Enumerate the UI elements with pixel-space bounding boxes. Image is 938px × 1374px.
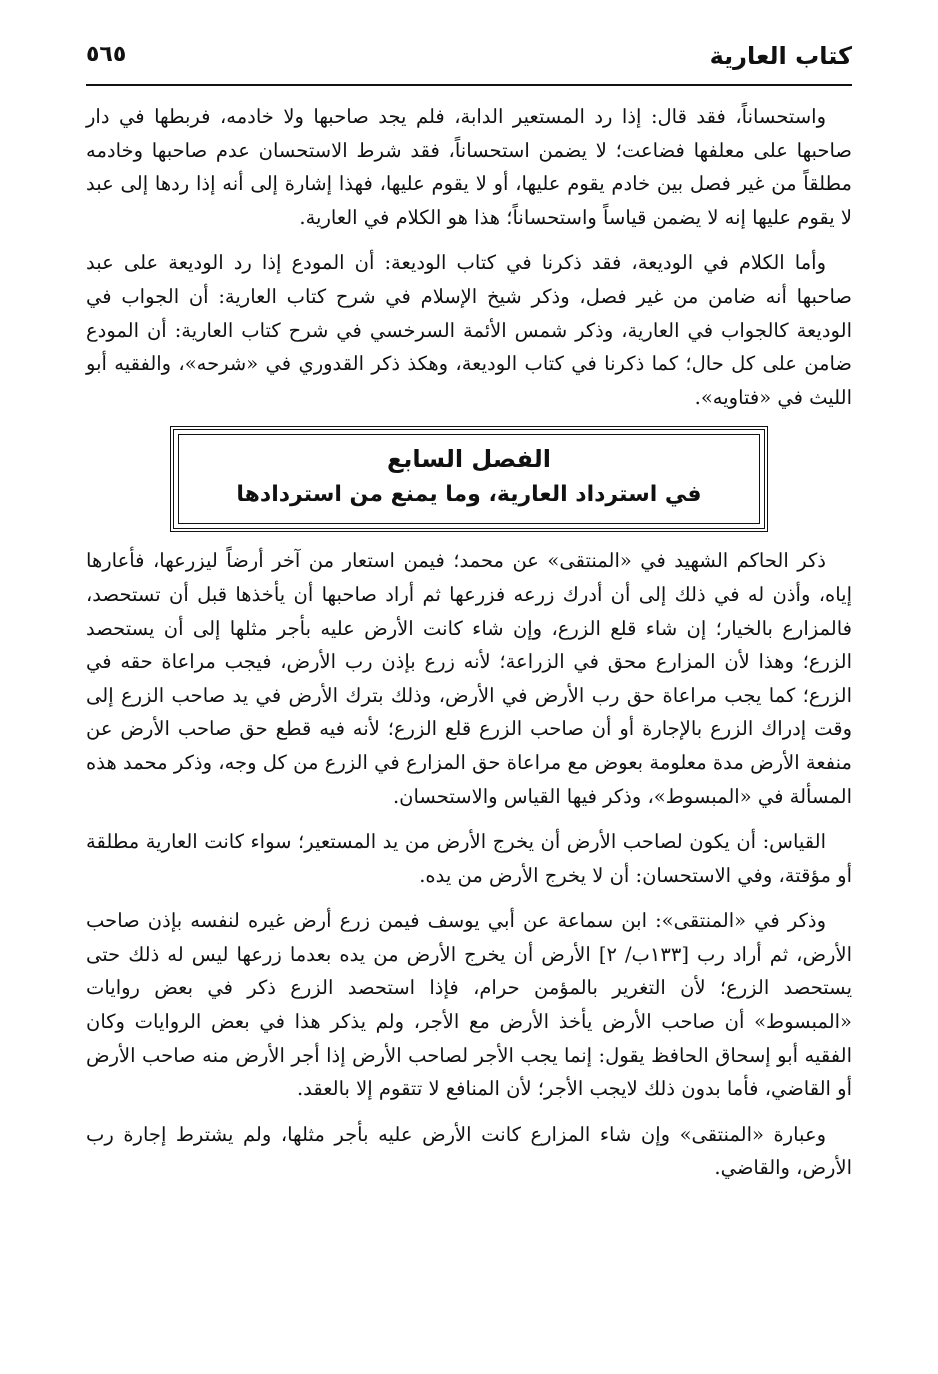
chapter-subtitle: في استرداد العارية، وما يمنع من استردادها: [236, 482, 702, 508]
header-rule: [86, 84, 852, 86]
chapter-title: الفصل السابع: [386, 445, 551, 474]
chapter-heading-box: [170, 426, 768, 532]
page-number: ٥٦٥: [86, 42, 127, 67]
page-header: [86, 38, 852, 86]
paragraph: وذكر في «المنتقى»: ابن سماعة عن أبي يوسف فيمن زرع أرض غيره لنفسه بإذن صاحب الأرض، ثم أراد رب [١٣٣ب/ ٢] الأرض أن يخرج الأرض من يده بعدما زرعها ليس له ذلك حتى يستحصد الزرع؛ لأن التغرير بالمؤمن حرام، فإذا استحصد الزرع ذكر في بعض روايات «المبسوط» أن صاحب الأرض يأخذ الأرض مع الأجر، ولم يذكر هذا في بعض الروايات وكان الفقيه أبو إسحاق الحافظ يقول: إنما يجب الأجر لصاحب الأرض إذا أجر الأرض منه صاحب الأرض أو القاضي، فأما بدون ذلك لايجب الأجر؛ لأن المنافع لا تتقوم إلا بالعقد.: [86, 909, 853, 1101]
paragraph: ذكر الحاكم الشهيد في «المنتقى» عن محمد؛ فيمن استعار من آخر أرضاً ليزرعها، فأعارها إياه، وأذن له في ذلك إلى أن أدرك زرعه فزرعها ثم أراد صاحبها أن يأخذها قبل أن تستحصد، فالمزارع بالخيار؛ إن شاء قلع الزرع، وإن شاء كانت الأرض عليه بأجر مثلها إلى أن يستحصد الزرع؛ وهذا لأن المزارع محق في الزراعة؛ لأنه زرع بإذن رب الأرض، فيجب مراعاة حقه في الزرع؛ كما يجب مراعاة حق رب الأرض في الأرض، وذلك بترك الأرض في يد صاحب الزرع إلى وقت إدراك الزرع بالإجارة أو أن صاحب الزرع قلع الزرع؛ لأنه فيه قطع حق صاحب الأرض عن منفعة الأرض مدة معلومة بعوض مع مراعاة حق المزارع في الزرع من كل وجه، وذكر محمد هذه المسألة في «المبسوط»، وذكر فيها القياس والاستحسان.: [86, 549, 852, 808]
paragraph: القياس: أن يكون لصاحب الأرض أن يخرج الأرض من يد المستعير؛ سواء كانت العارية مطلقة أو مؤقتة، وفي الاستحسان: أن لا يخرج الأرض من يده.: [86, 830, 852, 887]
paragraph: وعبارة «المنتقى» وإن شاء المزارع كانت الأرض عليه بأجر مثلها، ولم يشترط إجارة رب الأرض، والقاضي.: [86, 1122, 852, 1180]
chapter-heading-inner: [178, 434, 760, 524]
paragraph: واستحساناً، فقد قال: إذا رد المستعير الدابة، فلم يجد صاحبها ولا خادمه، فربطها في دار صاحبها على معلفها فضاعت؛ لا يضمن استحساناً، فقد شرط الاستحسان عدم صاحبها وخادمه مطلقاً من غير فصل بين خادم يقوم عليها، أو لا يقوم عليها، فهذا إشارة إلى أنه إذا ردها إلى عبد لا يقوم عليها إنه لا يضمن قياساً واستحساناً؛ هذا هو الكلام في العارية.: [86, 105, 852, 229]
main-text: [86, 100, 852, 1197]
running-title: كتاب العارية: [709, 42, 852, 70]
paragraph: وأما الكلام في الوديعة، فقد ذكرنا في كتاب الوديعة: أن المودع إذا رد الوديعة على عبد صاحبها أنه ضامن من غير فصل، وذكر شيخ الإسلام في شرح كتاب العارية: أن الجواب في الوديعة كالجواب في العارية، وذكر شمس الأئمة السرخسي في شرح كتاب العارية: أن المودع ضامن على كل حال؛ كما ذكرنا في كتاب الوديعة، وهكذ ذكر القدوري في «شرحه»، والفقيه أبو الليث في «فتاويه».: [86, 251, 852, 409]
